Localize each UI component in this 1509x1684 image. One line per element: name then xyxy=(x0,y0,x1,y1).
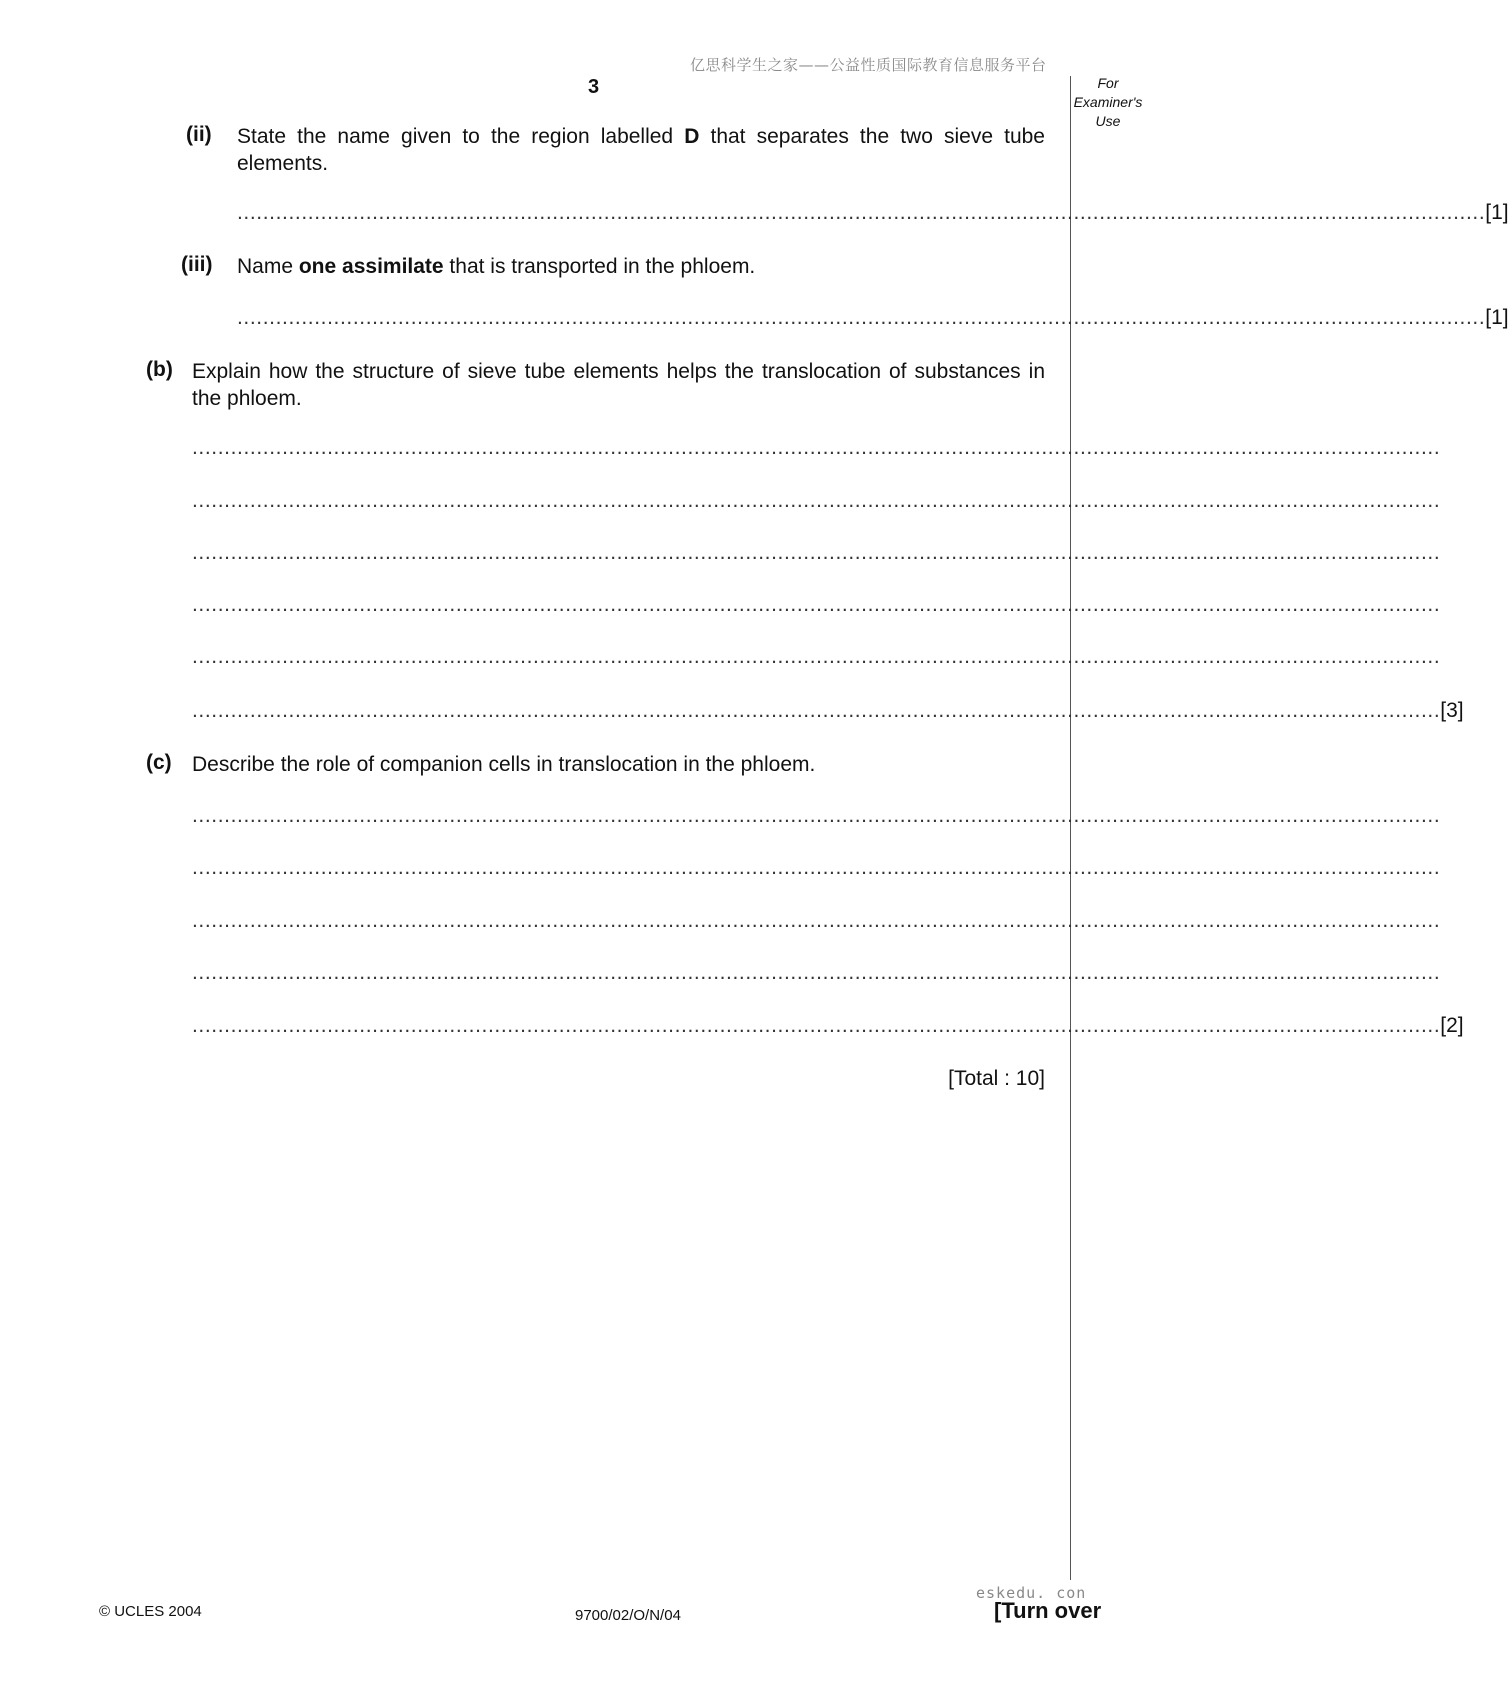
question-a-ii-text xyxy=(237,123,1045,177)
header-watermark: 亿思科学生之家——公益性质国际教育信息服务平台 xyxy=(690,56,1047,74)
question-a-iii-text-end: that is transported in the phloem. xyxy=(443,255,756,278)
answer-dots: .................................................................................................................................................................................................. xyxy=(192,961,1441,984)
question-a-iii-label: (iii) xyxy=(181,253,213,276)
answer-line-a-ii[interactable] xyxy=(237,201,1509,225)
examiner-line-1: For xyxy=(1097,75,1119,91)
question-a-ii-text-end: that separates the two sieve tube elements. xyxy=(237,125,1045,175)
question-c-text: Describe the role of companion cells in translocation in the phloem. xyxy=(192,753,816,776)
question-a-iii-text-start: Name xyxy=(237,255,299,278)
mark-allocation: [1] xyxy=(1485,201,1509,224)
examiner-margin-rule xyxy=(1070,76,1071,1580)
answer-line-c-5[interactable] xyxy=(192,1014,1464,1038)
mark-allocation: [1] xyxy=(1485,306,1509,329)
answer-dots: .................................................................................................................................................................................................. xyxy=(192,804,1441,827)
question-a-iii-text xyxy=(237,253,1045,280)
answer-dots: .................................................................................................................................................................................................. xyxy=(192,909,1441,932)
answer-line-b-1[interactable] xyxy=(192,436,1441,460)
question-a-ii-text-bold: D xyxy=(684,125,700,148)
examiner-use-label xyxy=(1068,74,1148,131)
question-b-label: (b) xyxy=(146,358,173,381)
answer-line-b-6[interactable] xyxy=(192,699,1464,723)
answer-dots: .................................................................................................................................................................................................. xyxy=(237,306,1486,329)
answer-line-c-2[interactable] xyxy=(192,856,1441,880)
examiner-line-3: Use xyxy=(1095,113,1121,129)
answer-dots: .................................................................................................................................................................................................. xyxy=(192,593,1441,616)
answer-line-c-4[interactable] xyxy=(192,961,1441,985)
question-a-ii-text-start: State the name given to the region labelled xyxy=(237,125,685,148)
answer-dots: .................................................................................................................................................................................................. xyxy=(192,541,1441,564)
page-number: 3 xyxy=(588,76,600,98)
answer-line-a-iii[interactable] xyxy=(237,306,1509,330)
answer-dots: .................................................................................................................................................................................................. xyxy=(192,436,1441,459)
answer-line-c-3[interactable] xyxy=(192,909,1441,933)
question-a-iii-text-bold: one assimilate xyxy=(298,255,444,278)
mark-allocation: [3] xyxy=(1440,699,1464,722)
mark-allocation: [2] xyxy=(1440,1014,1464,1037)
question-b-text: Explain how the structure of sieve tube elements helps the translocation of substances in the phloem. xyxy=(192,360,1045,410)
answer-line-b-3[interactable] xyxy=(192,541,1441,565)
turn-over: [Turn over xyxy=(994,1598,1102,1623)
answer-dots: .................................................................................................................................................................................................. xyxy=(192,856,1441,879)
answer-dots: .................................................................................................................................................................................................. xyxy=(192,699,1441,722)
answer-dots: .................................................................................................................................................................................................. xyxy=(192,489,1441,512)
total-marks: [Total : 10] xyxy=(948,1067,1045,1090)
answer-dots: .................................................................................................................................................................................................. xyxy=(192,645,1441,668)
examiner-line-2: Examiner's xyxy=(1073,94,1143,110)
answer-line-c-1[interactable] xyxy=(192,804,1441,828)
answer-dots: .................................................................................................................................................................................................. xyxy=(192,1014,1441,1037)
question-c-label: (c) xyxy=(146,751,172,774)
footer-paper-code: 9700/02/O/N/04 xyxy=(575,1607,681,1624)
answer-line-b-5[interactable] xyxy=(192,645,1441,669)
footer-watermark: eskedu. con xyxy=(976,1584,1087,1602)
answer-line-b-4[interactable] xyxy=(192,593,1441,617)
question-a-ii-label: (ii) xyxy=(186,123,212,146)
answer-dots: .................................................................................................................................................................................................. xyxy=(237,201,1486,224)
answer-line-b-2[interactable] xyxy=(192,489,1441,513)
footer-copyright: © UCLES 2004 xyxy=(99,1603,202,1620)
